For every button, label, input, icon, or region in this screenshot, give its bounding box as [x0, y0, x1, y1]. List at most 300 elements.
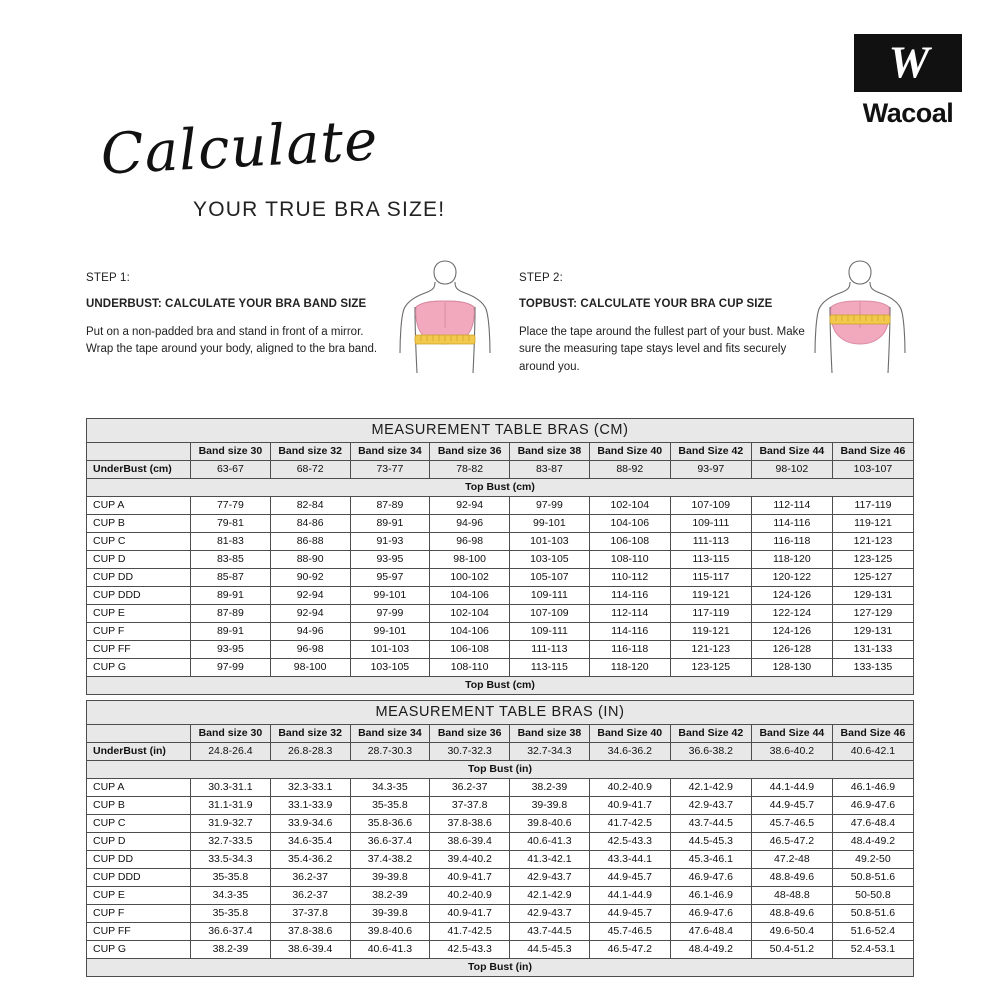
- cm-cell-3-0: 83-85: [191, 551, 271, 569]
- step-1-title: UNDERBUST: CALCULATE YOUR BRA BAND SIZE: [86, 297, 367, 310]
- cm-cell-3-3: 98-100: [430, 551, 510, 569]
- in-cell-3-2: 36.6-37.4: [350, 833, 430, 851]
- in-underbust-value-7: 38.6-40.2: [751, 743, 832, 761]
- cm-cell-4-4: 105-107: [510, 569, 590, 587]
- cm-cell-9-0: 97-99: [191, 659, 271, 677]
- in-band-header-6: Band Size 42: [670, 725, 751, 743]
- table-row: [87, 851, 914, 869]
- cm-cell-0-1: 82-84: [270, 497, 350, 515]
- cm-cell-7-3: 104-106: [430, 623, 510, 641]
- cm-topbust-strip-top: [87, 479, 914, 497]
- in-topbust-label-top: Top Bust (in): [87, 761, 914, 779]
- cm-band-header-8: Band Size 46: [832, 443, 913, 461]
- underbust-illustration: [385, 255, 505, 385]
- table-row: [87, 905, 914, 923]
- cm-cell-5-0: 89-91: [191, 587, 271, 605]
- cm-cell-0-3: 92-94: [430, 497, 510, 515]
- in-cell-0-2: 34.3-35: [350, 779, 430, 797]
- step-1-body: Put on a non-padded bra and stand in front of a mirror. Wrap the tape around your body, aligned to the bra band.: [86, 325, 378, 356]
- cm-cell-2-8: 121-123: [832, 533, 913, 551]
- step-2-title: TOPBUST: CALCULATE YOUR BRA CUP SIZE: [519, 297, 773, 310]
- cm-cup-label-0: CUP A: [87, 497, 191, 515]
- topbust-illustration: [800, 255, 920, 385]
- cm-underbust-value-8: 103-107: [832, 461, 913, 479]
- logo-mark: [854, 34, 962, 92]
- in-title-row: [87, 701, 914, 725]
- in-underbust-row: [87, 743, 914, 761]
- page-subtitle: YOUR TRUE BRA SIZE!: [193, 198, 446, 221]
- in-cell-9-6: 48.4-49.2: [670, 941, 751, 959]
- in-title: MEASUREMENT TABLE BRAS (IN): [87, 701, 914, 725]
- cm-cell-6-2: 97-99: [350, 605, 430, 623]
- in-cell-1-2: 35-35.8: [350, 797, 430, 815]
- in-cell-9-7: 50.4-51.2: [751, 941, 832, 959]
- cm-cell-2-4: 101-103: [510, 533, 590, 551]
- cm-cell-8-5: 116-118: [589, 641, 670, 659]
- in-cell-0-8: 46.1-46.9: [832, 779, 913, 797]
- table-row: [87, 623, 914, 641]
- cm-cup-label-4: CUP DD: [87, 569, 191, 587]
- cm-underbust-value-3: 78-82: [430, 461, 510, 479]
- cm-title-row: [87, 419, 914, 443]
- cm-cell-6-0: 87-89: [191, 605, 271, 623]
- cm-cell-0-0: 77-79: [191, 497, 271, 515]
- in-cell-3-4: 40.6-41.3: [510, 833, 590, 851]
- in-cell-7-3: 40.9-41.7: [430, 905, 510, 923]
- in-cell-1-4: 39-39.8: [510, 797, 590, 815]
- step-2: [519, 270, 819, 377]
- in-cell-9-8: 52.4-53.1: [832, 941, 913, 959]
- underbust-figure-svg: [385, 255, 505, 385]
- in-cup-label-9: CUP G: [87, 941, 191, 959]
- in-cup-label-5: CUP DDD: [87, 869, 191, 887]
- in-band-header-7: Band Size 44: [751, 725, 832, 743]
- measurement-table-in: [86, 700, 914, 977]
- cm-cell-3-6: 113-115: [670, 551, 751, 569]
- cm-cell-0-2: 87-89: [350, 497, 430, 515]
- in-cup-label-6: CUP E: [87, 887, 191, 905]
- cm-cup-label-2: CUP C: [87, 533, 191, 551]
- in-cell-0-5: 40.2-40.9: [589, 779, 670, 797]
- cm-band-header-3: Band size 36: [430, 443, 510, 461]
- cm-cell-8-1: 96-98: [270, 641, 350, 659]
- in-cell-4-7: 47.2-48: [751, 851, 832, 869]
- cm-underbust-value-5: 88-92: [589, 461, 670, 479]
- in-underbust-value-2: 28.7-30.3: [350, 743, 430, 761]
- cm-cell-5-4: 109-111: [510, 587, 590, 605]
- table-row: [87, 569, 914, 587]
- cm-cell-6-1: 92-94: [270, 605, 350, 623]
- cm-cell-1-5: 104-106: [589, 515, 670, 533]
- cm-band-header-4: Band size 38: [510, 443, 590, 461]
- in-band-header-5: Band Size 40: [589, 725, 670, 743]
- cm-cell-8-8: 131-133: [832, 641, 913, 659]
- in-cell-4-3: 39.4-40.2: [430, 851, 510, 869]
- cm-cell-6-6: 117-119: [670, 605, 751, 623]
- in-cell-9-0: 38.2-39: [191, 941, 271, 959]
- in-underbust-value-8: 40.6-42.1: [832, 743, 913, 761]
- cm-cell-0-4: 97-99: [510, 497, 590, 515]
- cm-cell-7-4: 109-111: [510, 623, 590, 641]
- in-underbust-label: UnderBust (in): [87, 743, 191, 761]
- cm-cell-1-1: 84-86: [270, 515, 350, 533]
- in-cell-5-1: 36.2-37: [270, 869, 350, 887]
- cm-cup-label-1: CUP B: [87, 515, 191, 533]
- in-header-row: [87, 725, 914, 743]
- in-cell-6-2: 38.2-39: [350, 887, 430, 905]
- cm-band-header-0: Band size 30: [191, 443, 271, 461]
- in-cell-7-2: 39-39.8: [350, 905, 430, 923]
- in-cell-8-3: 41.7-42.5: [430, 923, 510, 941]
- cm-cup-label-5: CUP DDD: [87, 587, 191, 605]
- cm-cell-5-6: 119-121: [670, 587, 751, 605]
- in-cell-4-1: 35.4-36.2: [270, 851, 350, 869]
- cm-band-header-1: Band size 32: [270, 443, 350, 461]
- cm-cup-label-8: CUP FF: [87, 641, 191, 659]
- in-cell-7-5: 44.9-45.7: [589, 905, 670, 923]
- in-cell-6-4: 42.1-42.9: [510, 887, 590, 905]
- cm-cell-9-8: 133-135: [832, 659, 913, 677]
- cm-cell-8-0: 93-95: [191, 641, 271, 659]
- in-underbust-value-5: 34.6-36.2: [589, 743, 670, 761]
- cm-cell-9-4: 113-115: [510, 659, 590, 677]
- cm-cup-label-3: CUP D: [87, 551, 191, 569]
- in-cup-label-0: CUP A: [87, 779, 191, 797]
- in-cell-4-2: 37.4-38.2: [350, 851, 430, 869]
- cm-cell-7-5: 114-116: [589, 623, 670, 641]
- in-cell-7-8: 50.8-51.6: [832, 905, 913, 923]
- table-row: [87, 779, 914, 797]
- cm-cell-2-6: 111-113: [670, 533, 751, 551]
- cm-cell-3-8: 123-125: [832, 551, 913, 569]
- cm-cell-8-6: 121-123: [670, 641, 751, 659]
- cm-band-header-7: Band Size 44: [751, 443, 832, 461]
- table-row: [87, 533, 914, 551]
- cm-topbust-label-top: Top Bust (cm): [87, 479, 914, 497]
- in-cell-8-4: 43.7-44.5: [510, 923, 590, 941]
- in-cell-2-0: 31.9-32.7: [191, 815, 271, 833]
- in-cell-3-1: 34.6-35.4: [270, 833, 350, 851]
- in-cell-9-2: 40.6-41.3: [350, 941, 430, 959]
- in-cell-3-3: 38.6-39.4: [430, 833, 510, 851]
- cm-cell-1-6: 109-111: [670, 515, 751, 533]
- in-cell-5-3: 40.9-41.7: [430, 869, 510, 887]
- cm-band-header-6: Band Size 42: [670, 443, 751, 461]
- in-topbust-label-bottom: Top Bust (in): [87, 959, 914, 977]
- cm-cell-3-7: 118-120: [751, 551, 832, 569]
- in-underbust-value-6: 36.6-38.2: [670, 743, 751, 761]
- in-cell-7-4: 42.9-43.7: [510, 905, 590, 923]
- cm-underbust-row: [87, 461, 914, 479]
- cm-cell-9-7: 128-130: [751, 659, 832, 677]
- cm-cell-0-5: 102-104: [589, 497, 670, 515]
- cm-cell-5-7: 124-126: [751, 587, 832, 605]
- in-cell-8-1: 37.8-38.6: [270, 923, 350, 941]
- in-cell-7-1: 37-37.8: [270, 905, 350, 923]
- in-cell-3-5: 42.5-43.3: [589, 833, 670, 851]
- in-cell-5-0: 35-35.8: [191, 869, 271, 887]
- in-cell-1-6: 42.9-43.7: [670, 797, 751, 815]
- cm-cell-9-1: 98-100: [270, 659, 350, 677]
- cm-band-header-5: Band Size 40: [589, 443, 670, 461]
- cm-underbust-label: UnderBust (cm): [87, 461, 191, 479]
- cm-cell-7-7: 124-126: [751, 623, 832, 641]
- cm-cell-9-3: 108-110: [430, 659, 510, 677]
- table-row: [87, 815, 914, 833]
- step-1-label: STEP 1:: [86, 272, 131, 284]
- cm-cell-5-5: 114-116: [589, 587, 670, 605]
- in-cell-4-8: 49.2-50: [832, 851, 913, 869]
- cm-cell-7-6: 119-121: [670, 623, 751, 641]
- cm-cell-4-6: 115-117: [670, 569, 751, 587]
- in-cell-7-0: 35-35.8: [191, 905, 271, 923]
- in-underbust-value-1: 26.8-28.3: [270, 743, 350, 761]
- cm-cell-1-3: 94-96: [430, 515, 510, 533]
- in-cell-6-3: 40.2-40.9: [430, 887, 510, 905]
- in-cup-label-2: CUP C: [87, 815, 191, 833]
- table-row: [87, 887, 914, 905]
- cm-cell-2-7: 116-118: [751, 533, 832, 551]
- in-cell-9-1: 38.6-39.4: [270, 941, 350, 959]
- in-cell-5-5: 44.9-45.7: [589, 869, 670, 887]
- cm-cell-2-3: 96-98: [430, 533, 510, 551]
- in-cell-9-4: 44.5-45.3: [510, 941, 590, 959]
- in-band-header-1: Band size 32: [270, 725, 350, 743]
- table-row: [87, 551, 914, 569]
- in-band-header-0: Band size 30: [191, 725, 271, 743]
- in-cell-2-2: 35.8-36.6: [350, 815, 430, 833]
- in-cell-4-4: 41.3-42.1: [510, 851, 590, 869]
- cm-corner-cell: [87, 443, 191, 461]
- cm-cell-7-1: 94-96: [270, 623, 350, 641]
- topbust-figure-svg: [800, 255, 920, 385]
- in-cell-1-5: 40.9-41.7: [589, 797, 670, 815]
- cm-cell-4-7: 120-122: [751, 569, 832, 587]
- in-band-header-4: Band size 38: [510, 725, 590, 743]
- in-cell-8-8: 51.6-52.4: [832, 923, 913, 941]
- in-cell-5-7: 48.8-49.6: [751, 869, 832, 887]
- in-cell-4-0: 33.5-34.3: [191, 851, 271, 869]
- cm-topbust-label-bottom: Top Bust (cm): [87, 677, 914, 695]
- cm-cell-2-5: 106-108: [589, 533, 670, 551]
- in-cell-3-7: 46.5-47.2: [751, 833, 832, 851]
- in-cell-2-7: 45.7-46.5: [751, 815, 832, 833]
- logo-wordmark: Wacoal: [862, 98, 954, 128]
- cm-cell-9-6: 123-125: [670, 659, 751, 677]
- in-cup-label-1: CUP B: [87, 797, 191, 815]
- in-cell-7-7: 48.8-49.6: [751, 905, 832, 923]
- in-cell-8-5: 45.7-46.5: [589, 923, 670, 941]
- in-cell-6-0: 34.3-35: [191, 887, 271, 905]
- in-cup-label-3: CUP D: [87, 833, 191, 851]
- in-cell-8-6: 47.6-48.4: [670, 923, 751, 941]
- cm-cell-5-3: 104-106: [430, 587, 510, 605]
- cm-cell-3-4: 103-105: [510, 551, 590, 569]
- cm-cell-1-7: 114-116: [751, 515, 832, 533]
- cm-cup-label-7: CUP F: [87, 623, 191, 641]
- in-cell-2-3: 37.8-38.6: [430, 815, 510, 833]
- table-row: [87, 797, 914, 815]
- step-1: [86, 270, 386, 359]
- in-cell-0-3: 36.2-37: [430, 779, 510, 797]
- in-cell-0-6: 42.1-42.9: [670, 779, 751, 797]
- cm-cell-3-1: 88-90: [270, 551, 350, 569]
- table-row: [87, 515, 914, 533]
- cm-underbust-value-0: 63-67: [191, 461, 271, 479]
- in-band-header-3: Band size 36: [430, 725, 510, 743]
- cm-cell-9-5: 118-120: [589, 659, 670, 677]
- table-row: [87, 587, 914, 605]
- brand-logo: [848, 34, 968, 129]
- in-underbust-value-4: 32.7-34.3: [510, 743, 590, 761]
- in-cell-5-2: 39-39.8: [350, 869, 430, 887]
- in-cell-8-2: 39.8-40.6: [350, 923, 430, 941]
- table-row: [87, 641, 914, 659]
- in-cell-5-4: 42.9-43.7: [510, 869, 590, 887]
- step-2-label: STEP 2:: [519, 272, 564, 284]
- in-band-header-2: Band size 34: [350, 725, 430, 743]
- cm-cell-2-0: 81-83: [191, 533, 271, 551]
- table-in-body: [87, 701, 914, 977]
- in-cell-8-7: 49.6-50.4: [751, 923, 832, 941]
- in-cell-6-5: 44.1-44.9: [589, 887, 670, 905]
- cm-cell-5-2: 99-101: [350, 587, 430, 605]
- in-cell-2-6: 43.7-44.5: [670, 815, 751, 833]
- cm-cup-label-9: CUP G: [87, 659, 191, 677]
- in-cell-1-8: 46.9-47.6: [832, 797, 913, 815]
- cm-cell-6-7: 122-124: [751, 605, 832, 623]
- cm-cell-4-3: 100-102: [430, 569, 510, 587]
- table-cm-body: [87, 419, 914, 695]
- table-row: [87, 659, 914, 677]
- cm-cell-6-4: 107-109: [510, 605, 590, 623]
- cm-cell-5-8: 129-131: [832, 587, 913, 605]
- cm-cell-1-0: 79-81: [191, 515, 271, 533]
- cm-cup-label-6: CUP E: [87, 605, 191, 623]
- in-cell-6-6: 46.1-46.9: [670, 887, 751, 905]
- cm-cell-9-2: 103-105: [350, 659, 430, 677]
- in-cell-2-4: 39.8-40.6: [510, 815, 590, 833]
- cm-cell-4-5: 110-112: [589, 569, 670, 587]
- in-band-header-8: Band Size 46: [832, 725, 913, 743]
- in-cell-0-1: 32.3-33.1: [270, 779, 350, 797]
- table-row: [87, 869, 914, 887]
- table-row: [87, 941, 914, 959]
- in-cell-7-6: 46.9-47.6: [670, 905, 751, 923]
- in-underbust-value-0: 24.8-26.4: [191, 743, 271, 761]
- measurement-table-in-grid: [86, 700, 914, 977]
- cm-cell-6-3: 102-104: [430, 605, 510, 623]
- cm-cell-2-1: 86-88: [270, 533, 350, 551]
- cm-underbust-value-6: 93-97: [670, 461, 751, 479]
- cm-topbust-strip-bottom: [87, 677, 914, 695]
- in-cell-2-8: 47.6-48.4: [832, 815, 913, 833]
- table-row: [87, 833, 914, 851]
- in-cell-3-0: 32.7-33.5: [191, 833, 271, 851]
- cm-underbust-value-2: 73-77: [350, 461, 430, 479]
- in-cell-2-5: 41.7-42.5: [589, 815, 670, 833]
- measurement-table-cm: [86, 418, 914, 695]
- cm-cell-4-1: 90-92: [270, 569, 350, 587]
- in-cell-2-1: 33.9-34.6: [270, 815, 350, 833]
- cm-header-row: [87, 443, 914, 461]
- in-cell-6-8: 50-50.8: [832, 887, 913, 905]
- cm-cell-5-1: 92-94: [270, 587, 350, 605]
- cm-cell-8-2: 101-103: [350, 641, 430, 659]
- cm-underbust-value-4: 83-87: [510, 461, 590, 479]
- in-topbust-strip-top: [87, 761, 914, 779]
- in-cell-1-1: 33.1-33.9: [270, 797, 350, 815]
- cm-cell-1-8: 119-121: [832, 515, 913, 533]
- cm-band-header-2: Band size 34: [350, 443, 430, 461]
- in-cell-6-7: 48-48.8: [751, 887, 832, 905]
- page-title-script: Calculate: [99, 108, 380, 188]
- in-cell-5-8: 50.8-51.6: [832, 869, 913, 887]
- cm-cell-1-4: 99-101: [510, 515, 590, 533]
- cm-underbust-value-1: 68-72: [270, 461, 350, 479]
- cm-cell-7-0: 89-91: [191, 623, 271, 641]
- table-row: [87, 497, 914, 515]
- cm-cell-4-0: 85-87: [191, 569, 271, 587]
- in-cell-4-6: 45.3-46.1: [670, 851, 751, 869]
- cm-cell-0-8: 117-119: [832, 497, 913, 515]
- in-cell-6-1: 36.2-37: [270, 887, 350, 905]
- measurement-table-cm-grid: [86, 418, 914, 695]
- in-cup-label-4: CUP DD: [87, 851, 191, 869]
- in-cell-9-5: 46.5-47.2: [589, 941, 670, 959]
- cm-cell-0-7: 112-114: [751, 497, 832, 515]
- cm-cell-3-2: 93-95: [350, 551, 430, 569]
- in-cell-3-6: 44.5-45.3: [670, 833, 751, 851]
- cm-cell-7-8: 129-131: [832, 623, 913, 641]
- page-title: [95, 108, 515, 222]
- cm-cell-8-4: 111-113: [510, 641, 590, 659]
- cm-cell-2-2: 91-93: [350, 533, 430, 551]
- in-topbust-strip-bottom: [87, 959, 914, 977]
- in-cell-1-0: 31.1-31.9: [191, 797, 271, 815]
- in-cell-3-8: 48.4-49.2: [832, 833, 913, 851]
- cm-cell-0-6: 107-109: [670, 497, 751, 515]
- cm-cell-6-5: 112-114: [589, 605, 670, 623]
- cm-cell-1-2: 89-91: [350, 515, 430, 533]
- step-2-body: Place the tape around the fullest part of your bust. Make sure the measuring tape stays level and fits securely around you.: [519, 325, 805, 374]
- in-cell-1-3: 37-37.8: [430, 797, 510, 815]
- in-cell-0-7: 44.1-44.9: [751, 779, 832, 797]
- in-cell-1-7: 44.9-45.7: [751, 797, 832, 815]
- cm-underbust-value-7: 98-102: [751, 461, 832, 479]
- cm-cell-4-2: 95-97: [350, 569, 430, 587]
- cm-cell-8-3: 106-108: [430, 641, 510, 659]
- table-row: [87, 923, 914, 941]
- in-corner-cell: [87, 725, 191, 743]
- cm-cell-6-8: 127-129: [832, 605, 913, 623]
- in-cell-0-4: 38.2-39: [510, 779, 590, 797]
- cm-title: MEASUREMENT TABLE BRAS (CM): [87, 419, 914, 443]
- in-cell-5-6: 46.9-47.6: [670, 869, 751, 887]
- cm-cell-4-8: 125-127: [832, 569, 913, 587]
- in-cell-4-5: 43.3-44.1: [589, 851, 670, 869]
- cm-cell-7-2: 99-101: [350, 623, 430, 641]
- in-cell-0-0: 30.3-31.1: [191, 779, 271, 797]
- cm-cell-8-7: 126-128: [751, 641, 832, 659]
- in-cell-8-0: 36.6-37.4: [191, 923, 271, 941]
- in-underbust-value-3: 30.7-32.3: [430, 743, 510, 761]
- table-row: [87, 605, 914, 623]
- logo-mark-letter: W: [888, 36, 928, 88]
- in-cell-9-3: 42.5-43.3: [430, 941, 510, 959]
- in-cup-label-8: CUP FF: [87, 923, 191, 941]
- in-cup-label-7: CUP F: [87, 905, 191, 923]
